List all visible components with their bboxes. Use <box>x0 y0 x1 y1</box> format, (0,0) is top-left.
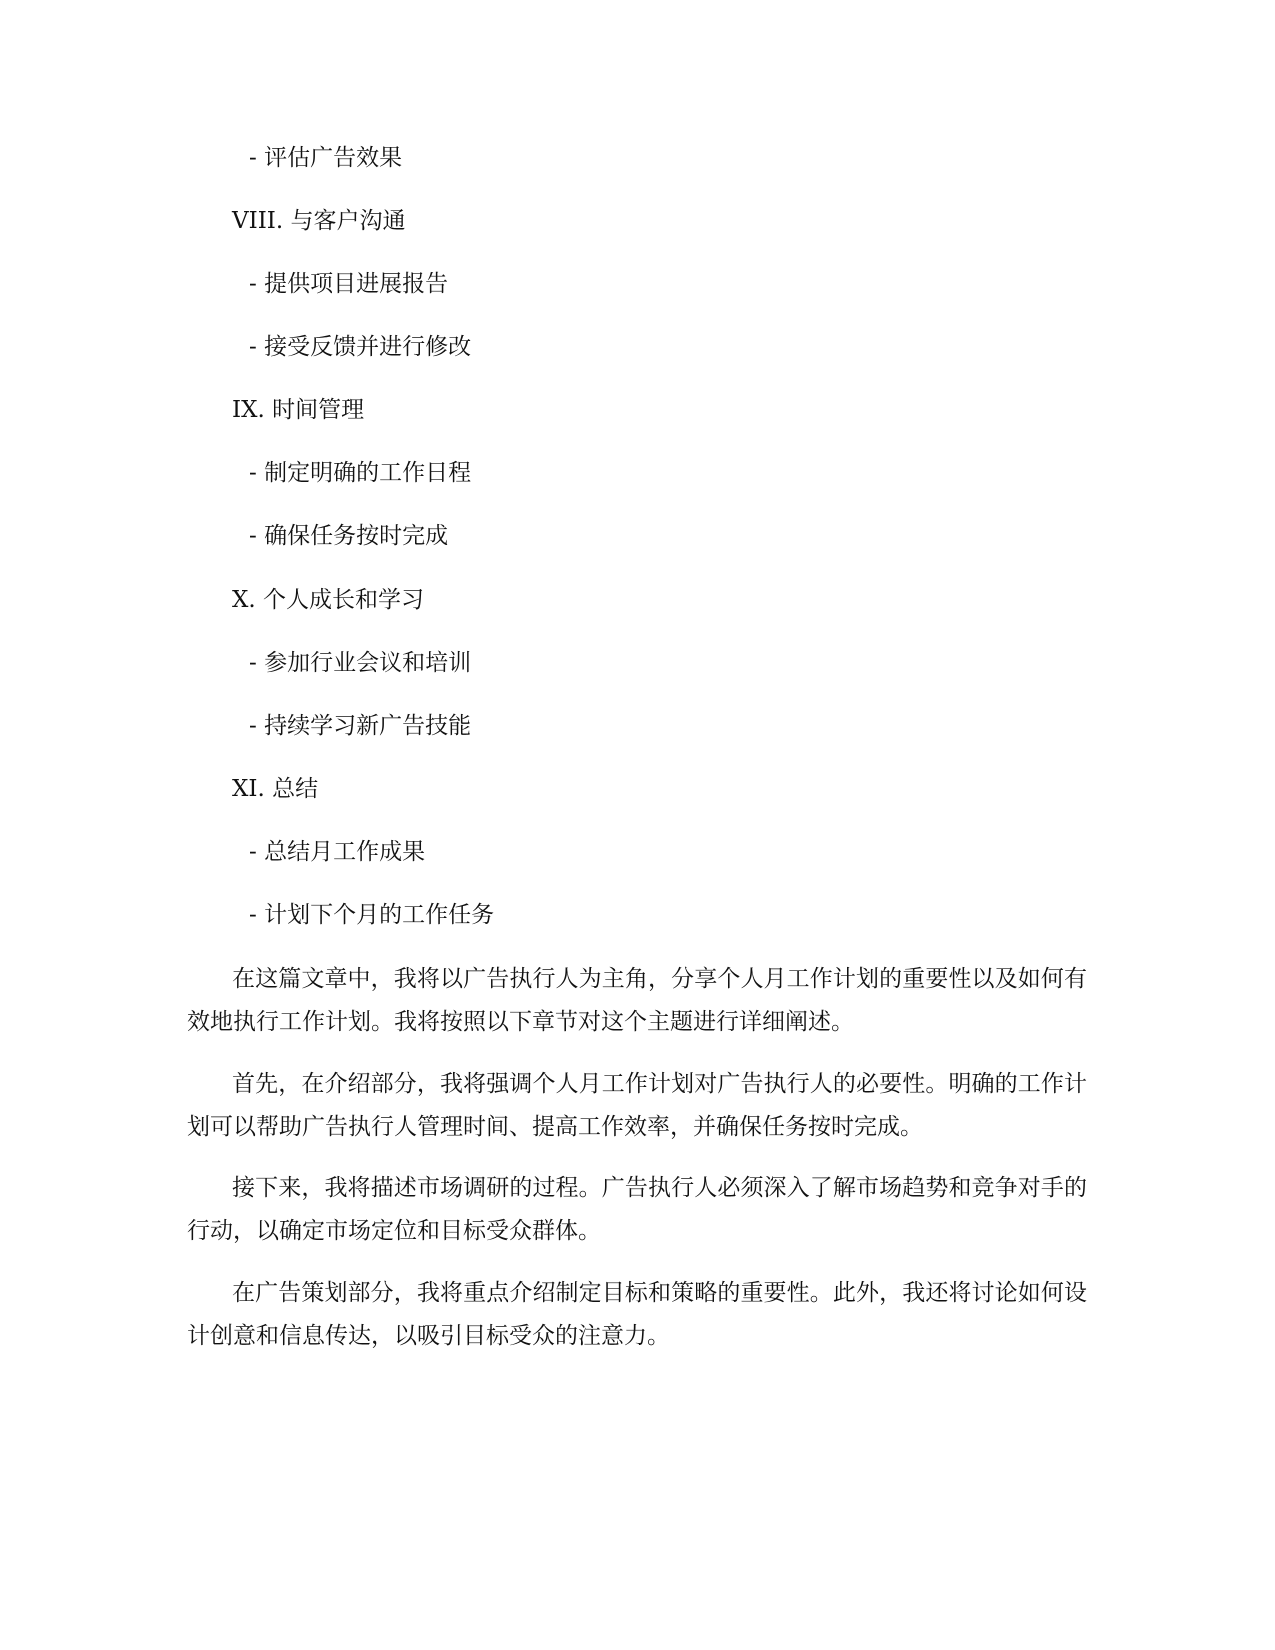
body-paragraph: 首先，在介绍部分，我将强调个人月工作计划对广告执行人的必要性。明确的工作计划可以帮助广告执行人管理时间、提高工作效率，并确保任务按时完成。 <box>187 1071 1087 1140</box>
outline-item: - 制定明确的工作日程 <box>249 460 472 486</box>
outline-item: - 评估广告效果 <box>249 145 403 171</box>
section-heading-x: X. 个人成长和学习 <box>232 587 424 613</box>
body-paragraph: 在这篇文章中，我将以广告执行人为主角，分享个人月工作计划的重要性以及如何有效地执行工作计划。我将按照以下章节对这个主题进行详细阐述。 <box>187 966 1087 1035</box>
outline-item: - 接受反馈并进行修改 <box>249 334 472 360</box>
section-heading-ix: IX. 时间管理 <box>232 397 365 423</box>
section-heading-viii: VIII. 与客户沟通 <box>232 208 406 234</box>
outline-item: - 计划下个月的工作任务 <box>249 902 495 928</box>
outline-item: - 确保任务按时完成 <box>249 523 449 549</box>
outline-item: - 参加行业会议和培训 <box>249 650 472 676</box>
body-paragraph: 接下来，我将描述市场调研的过程。广告执行人必须深入了解市场趋势和竞争对手的行动，以确定市场定位和目标受众群体。 <box>187 1175 1087 1244</box>
section-heading-xi: XI. 总结 <box>232 776 319 802</box>
outline-item: - 持续学习新广告技能 <box>249 713 472 739</box>
outline-item: - 总结月工作成果 <box>249 839 426 865</box>
body-paragraph: 在广告策划部分，我将重点介绍制定目标和策略的重要性。此外，我还将讨论如何设计创意和信息传达，以吸引目标受众的注意力。 <box>187 1280 1087 1349</box>
outline-item: - 提供项目进展报告 <box>249 271 449 297</box>
